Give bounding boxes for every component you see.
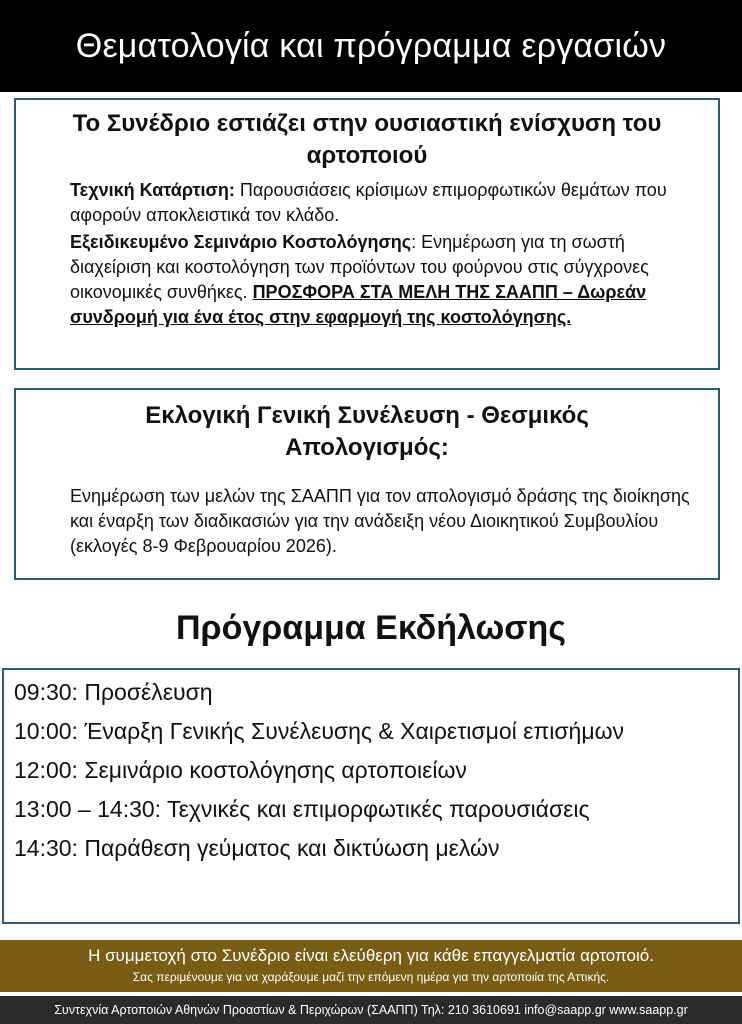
- general-assembly-title-line2: Απολογισμός:: [285, 434, 449, 461]
- technical-training-label: Τεχνική Κατάρτιση:: [70, 180, 235, 200]
- page-header: [0, 0, 742, 92]
- general-assembly-title: [16, 400, 718, 464]
- schedule-item: 09:30: Προσέλευση: [14, 679, 213, 705]
- participation-subtext: Σας περιμένουμε για να χαράξουμε μαζί την επόμενη ημέρα για την αρτοποιία της Αττικής.: [132, 970, 610, 984]
- conference-focus-title: Το Συνέδριο εστιάζει στην ουσιαστική ενίσχυση του αρτοποιού: [72, 110, 662, 169]
- schedule-item: 13:00 – 14:30: Τεχνικές και επιμορφωτικές παρουσιάσεις: [14, 796, 590, 822]
- member-offer-text: ΠΡΟΣΦΟΡΑ ΣΤΑ ΜΕΛΗ ΤΗΣ ΣΑΑΠΠ – Δωρεάν συνδρομή για ένα έτος στην εφαρμογή της κοστολόγησης.: [70, 282, 647, 327]
- program-schedule: [2, 668, 740, 924]
- costing-seminar-text: : Ενημέρωση για τη σωστή διαχείριση και κοστολόγηση των προϊόντων του φούρνου στις σύγχρονες οικονομικές συνθήκες.: [70, 232, 649, 302]
- technical-training-text: Παρουσιάσεις κρίσιμων επιμορφωτικών θεμάτων που αφορούν αποκλειστικά τον κλάδο.: [70, 180, 667, 225]
- contact-footer: [0, 996, 742, 1024]
- conference-focus-box: [14, 98, 720, 370]
- schedule-item: 14:30: Παράθεση γεύματος και δικτύωση μελών: [14, 835, 500, 861]
- participation-text: Η συμμετοχή στο Συνέδριο είναι ελεύθερη για κάθε επαγγελματία αρτοποιό.: [88, 946, 654, 965]
- schedule-item: 10:00: Έναρξη Γενικής Συνέλευσης & Χαιρετισμοί επισήμων: [14, 718, 625, 744]
- costing-seminar-paragraph: [70, 230, 704, 330]
- program-title: Πρόγραμμα Εκδήλωσης: [176, 609, 566, 647]
- general-assembly-title-line1: Εκλογική Γενική Συνέλευση - Θεσμικός: [145, 402, 589, 429]
- participation-banner: [0, 940, 742, 992]
- general-assembly-box: [14, 388, 720, 580]
- general-assembly-text: Ενημέρωση των μελών της ΣΑΑΠΠ για τον απολογισμό δράσης της διοίκησης και έναρξη των διαδικασιών για την ανάδειξη νέου Διοικητικού Συμβουλίου (εκλογές 8-9 Φεβρουαρίου 2026).: [70, 486, 690, 556]
- page-title: Θεματολογία και πρόγραμμα εργασιών: [75, 26, 667, 65]
- technical-training-paragraph: [70, 178, 704, 228]
- schedule-item: 12:00: Σεμινάριο κοστολόγησης αρτοποιείων: [14, 757, 467, 783]
- costing-seminar-label: Εξειδικευμένο Σεμινάριο Κοστολόγησης: [70, 232, 412, 252]
- contact-text: Συντεχνία Αρτοποιών Αθηνών Προαστίων & Περιχώρων (ΣΑΑΠΠ) Τηλ: 210 3610691 info@saapp.gr www.saapp.gr: [54, 1003, 688, 1017]
